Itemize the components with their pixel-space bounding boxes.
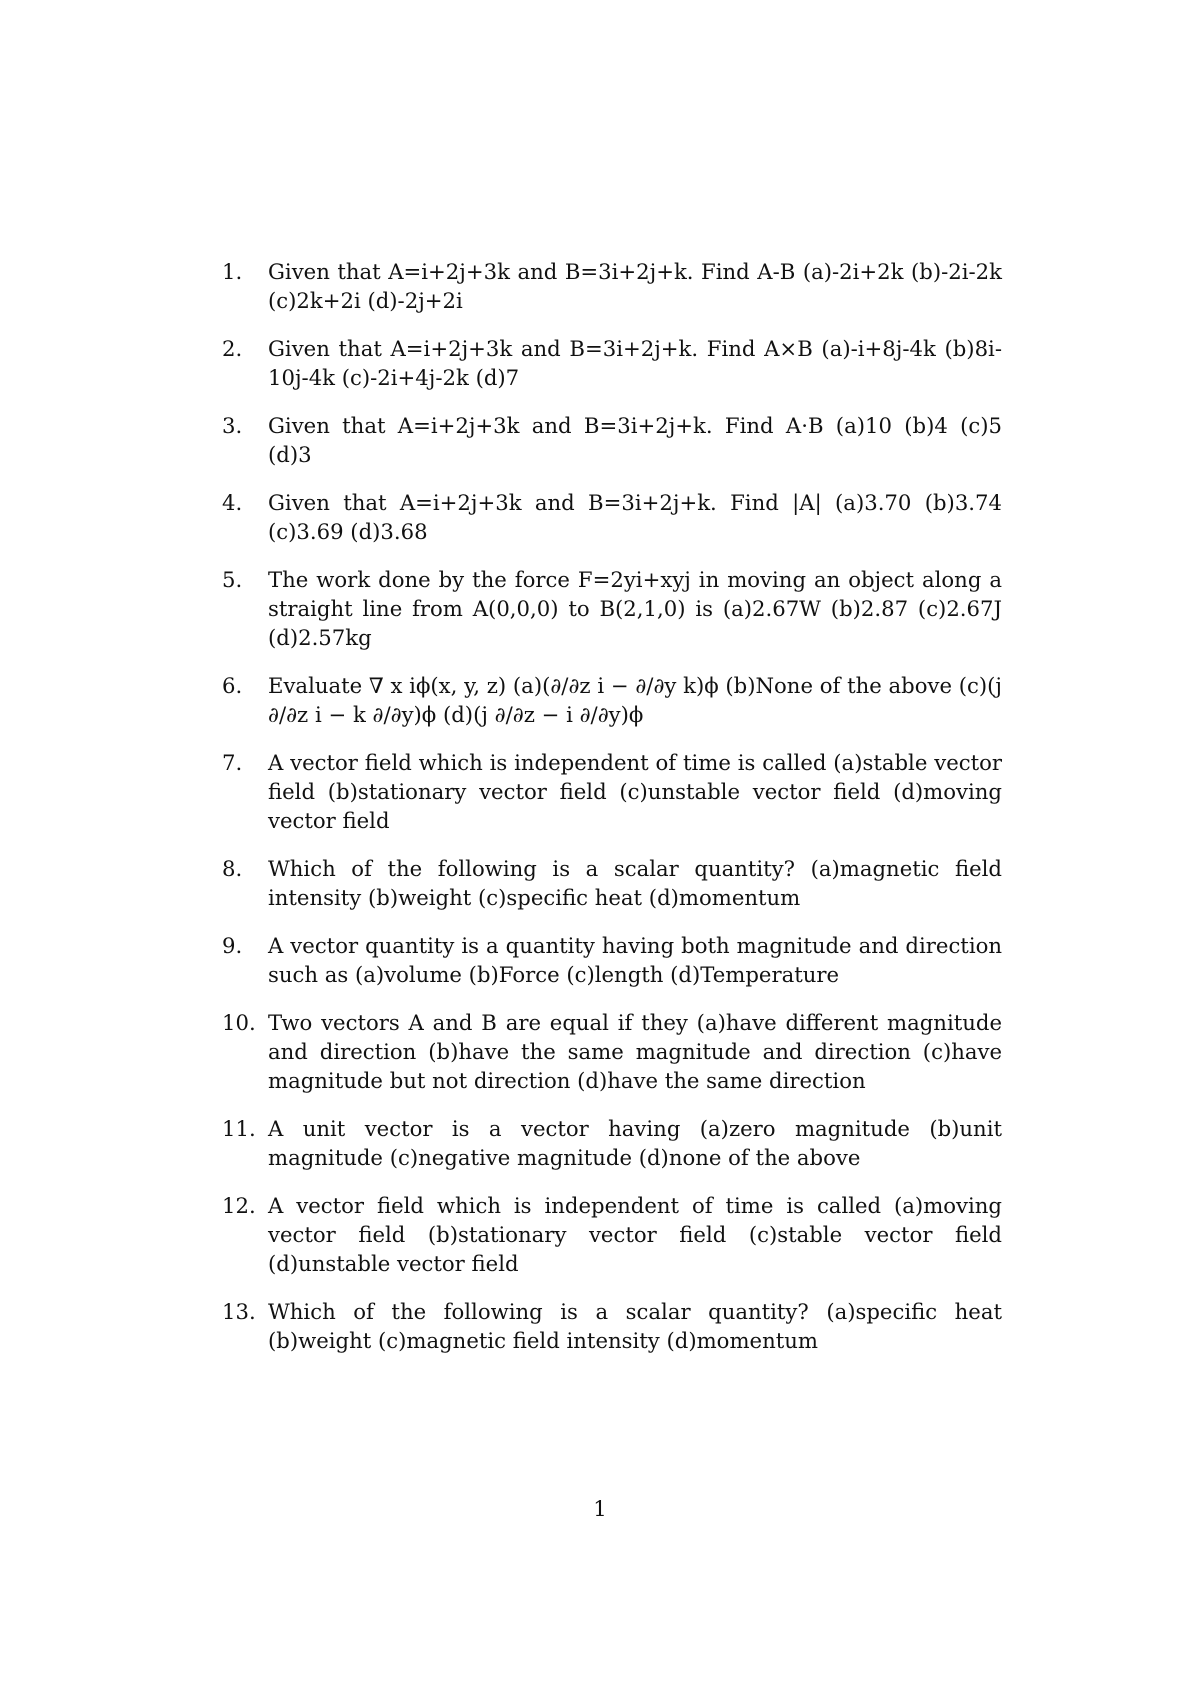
question-text: A unit vector is a vector having (a)zero magnitude (b)unit magnitude (c)negative magnitude (d)none of the above xyxy=(268,1116,1002,1170)
question-text: Given that A=i+2j+3k and B=3i+2j+k. Find A×B (a)-i+8j-4k (b)8i-10j-4k (c)-2i+4j-2k (d)7 xyxy=(268,336,1002,390)
question-item xyxy=(222,334,1002,392)
question-number: 3. xyxy=(222,413,243,438)
question-number: 1. xyxy=(222,259,243,284)
question-list xyxy=(222,257,1002,1374)
question-item xyxy=(222,748,1002,835)
question-number: 5. xyxy=(222,567,243,592)
question-text: Given that A=i+2j+3k and B=3i+2j+k. Find A·B (a)10 (b)4 (c)5 (d)3 xyxy=(268,413,1002,467)
question-number: 2. xyxy=(222,336,243,361)
question-text: Given that A=i+2j+3k and B=3i+2j+k. Find |A| (a)3.70 (b)3.74 (c)3.69 (d)3.68 xyxy=(268,490,1002,544)
question-text: A vector field which is independent of time is called (a)stable vector field (b)stationary vector field (c)unstable vector field (d)moving vector field xyxy=(268,750,1002,833)
question-item xyxy=(222,1297,1002,1355)
question-text: A vector field which is independent of time is called (a)moving vector field (b)stationary vector field (c)stable vector field (d)unstable vector field xyxy=(268,1193,1002,1276)
question-text: A vector quantity is a quantity having both magnitude and direction such as (a)volume (b)Force (c)length (d)Temperature xyxy=(268,933,1002,987)
question-text: The work done by the force F=2yi+xyj in moving an object along a straight line from A(0,0,0) to B(2,1,0) is (a)2.67W (b)2.87 (c)2.67J (d)2.57kg xyxy=(268,567,1002,650)
question-text: Two vectors A and B are equal if they (a)have different magnitude and direction (b)have the same magnitude and direction (c)have magnitude but not direction (d)have the same direction xyxy=(268,1010,1002,1093)
question-text: Given that A=i+2j+3k and B=3i+2j+k. Find A-B (a)-2i+2k (b)-2i-2k (c)2k+2i (d)-2j+2i xyxy=(268,259,1002,313)
question-text: Evaluate ∇ x iϕ(x, y, z) (a)(∂/∂z i − ∂/∂y k)ϕ (b)None of the above (c)(j ∂/∂z i − k ∂/∂y)ϕ (d)(j ∂/∂z − i ∂/∂y)ϕ xyxy=(268,673,1002,727)
question-item xyxy=(222,1191,1002,1278)
question-number: 6. xyxy=(222,673,243,698)
question-number: 10. xyxy=(222,1010,256,1035)
page-number: 1 xyxy=(593,1496,607,1521)
question-number: 4. xyxy=(222,490,243,515)
question-number: 8. xyxy=(222,856,243,881)
question-number: 9. xyxy=(222,933,243,958)
question-item xyxy=(222,671,1002,729)
question-item xyxy=(222,488,1002,546)
question-number: 13. xyxy=(222,1299,256,1324)
question-item xyxy=(222,1114,1002,1172)
question-number: 12. xyxy=(222,1193,256,1218)
question-number: 7. xyxy=(222,750,243,775)
question-item xyxy=(222,854,1002,912)
question-text: Which of the following is a scalar quantity? (a)specific heat (b)weight (c)magnetic field intensity (d)momentum xyxy=(268,1299,1002,1353)
question-text: Which of the following is a scalar quantity? (a)magnetic field intensity (b)weight (c)specific heat (d)momentum xyxy=(268,856,1002,910)
question-number: 11. xyxy=(222,1116,256,1141)
question-item xyxy=(222,411,1002,469)
question-item xyxy=(222,565,1002,652)
question-item xyxy=(222,931,1002,989)
question-item xyxy=(222,1008,1002,1095)
question-item xyxy=(222,257,1002,315)
